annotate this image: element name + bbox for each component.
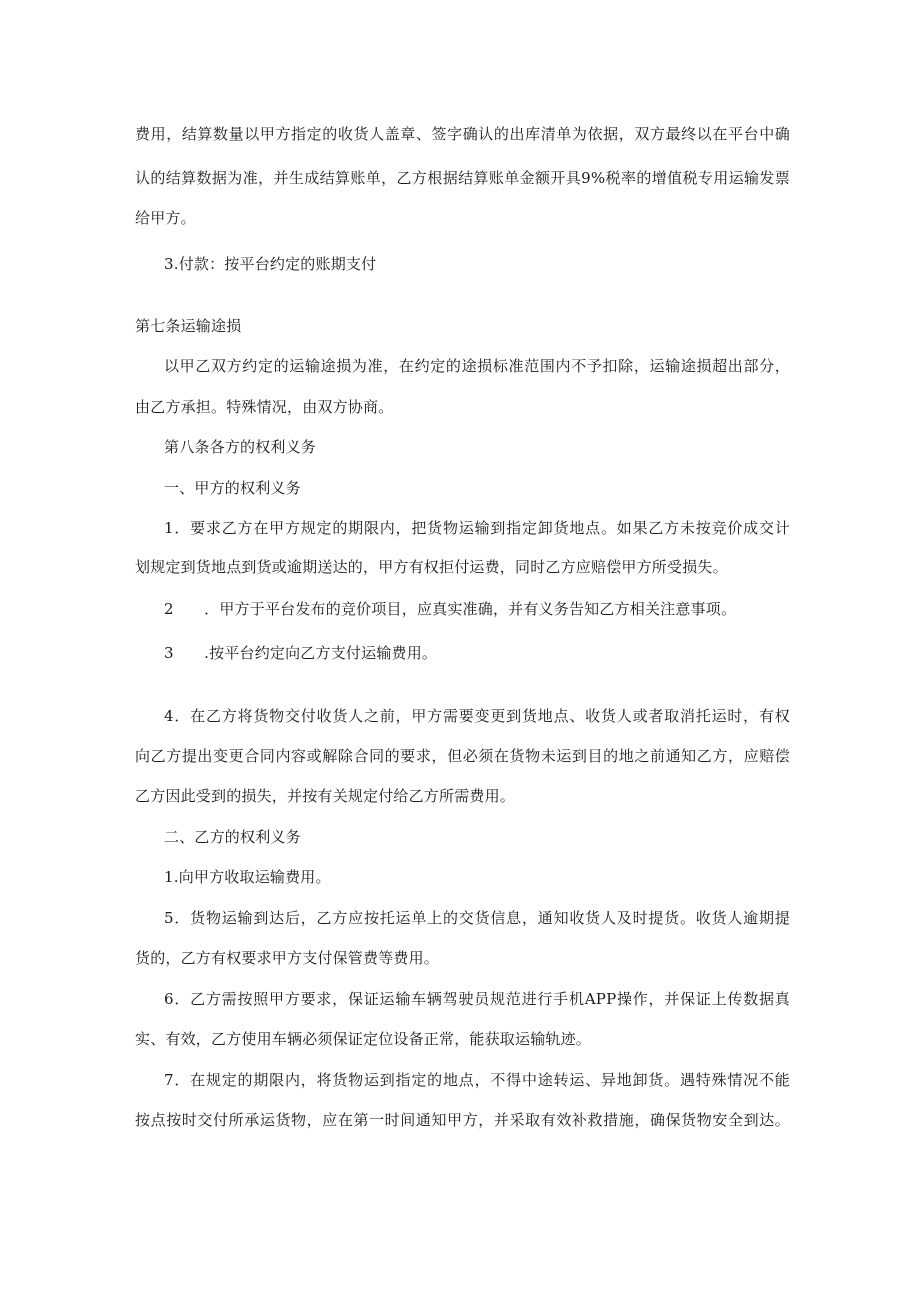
text-line: 7．在规定的期限内，将货物运到指定的地点，不得中途转运、异地卸货。遇特殊情况不能 bbox=[164, 1071, 790, 1089]
subsection-heading: 一、甲方的权利义务 bbox=[164, 479, 301, 497]
text-line: 按点按时交付所承运货物，应在第一时间通知甲方，并采取有效补救措施，确保货物安全到达。 bbox=[135, 1111, 790, 1129]
section-heading: 第八条各方的权利义务 bbox=[164, 438, 317, 456]
text-line: 乙方因此受到的损失，并按有关规定付给乙方所需费用。 bbox=[135, 787, 516, 805]
text-line: 由乙方承担。特殊情况，由双方协商。 bbox=[135, 398, 394, 416]
text-line: 实、有效，乙方使用车辆必须保证定位设备正常，能获取运输轨迹。 bbox=[135, 1030, 592, 1048]
text-line: 4．在乙方将货物交付收货人之前，甲方需要变更到货地点、收货人或者取消托运时，有权 bbox=[164, 707, 790, 725]
subsection-heading: 二、乙方的权利义务 bbox=[164, 828, 301, 846]
text-line: 5．货物运输到达后，乙方应按托运单上的交货信息，通知收货人及时提货。收货人逾期提 bbox=[164, 909, 790, 927]
text-line: 6．乙方需按照甲方要求，保证运输车辆驾驶员规范进行手机APP操作，并保证上传数据真 bbox=[164, 990, 790, 1008]
text-line: 认的结算数据为准，并生成结算账单，乙方根据结算账单金额开具9%税率的增值税专用运输发票 bbox=[135, 169, 790, 187]
text-line: 向乙方提出变更合同内容或解除合同的要求，但必须在货物未运到目的地之前通知乙方，应赔偿 bbox=[135, 747, 790, 765]
text-line: 1.向甲方收取运输费用。 bbox=[164, 868, 331, 886]
text-line: 货的，乙方有权要求甲方支付保管费等费用。 bbox=[135, 949, 440, 967]
text-line: 给甲方。 bbox=[135, 209, 196, 227]
text-line: 3.付款：按平台约定的账期支付 bbox=[164, 255, 377, 273]
text-line: 费用，结算数量以甲方指定的收货人盖章、签字确认的出库清单为依据，双方最终以在平台中确 bbox=[135, 125, 790, 143]
text-line: 1．要求乙方在甲方规定的期限内，把货物运输到指定卸货地点。如果乙方未按竞价成交计 bbox=[164, 519, 790, 537]
text-line: 划规定到货地点到货或逾期送达的，甲方有权拒付运费，同时乙方应赔偿甲方所受损失。 bbox=[135, 558, 728, 576]
section-heading: 第七条运输途损 bbox=[135, 317, 242, 335]
text-line: 2 ．甲方于平台发布的竞价项目，应真实准确，并有义务告知乙方相关注意事项。 bbox=[164, 600, 737, 618]
text-line: 3 .按平台约定向乙方支付运输费用。 bbox=[164, 644, 438, 662]
text-line: 以甲乙双方约定的运输途损为准，在约定的途损标准范围内不予扣除，运输途损超出部分， bbox=[164, 357, 790, 375]
